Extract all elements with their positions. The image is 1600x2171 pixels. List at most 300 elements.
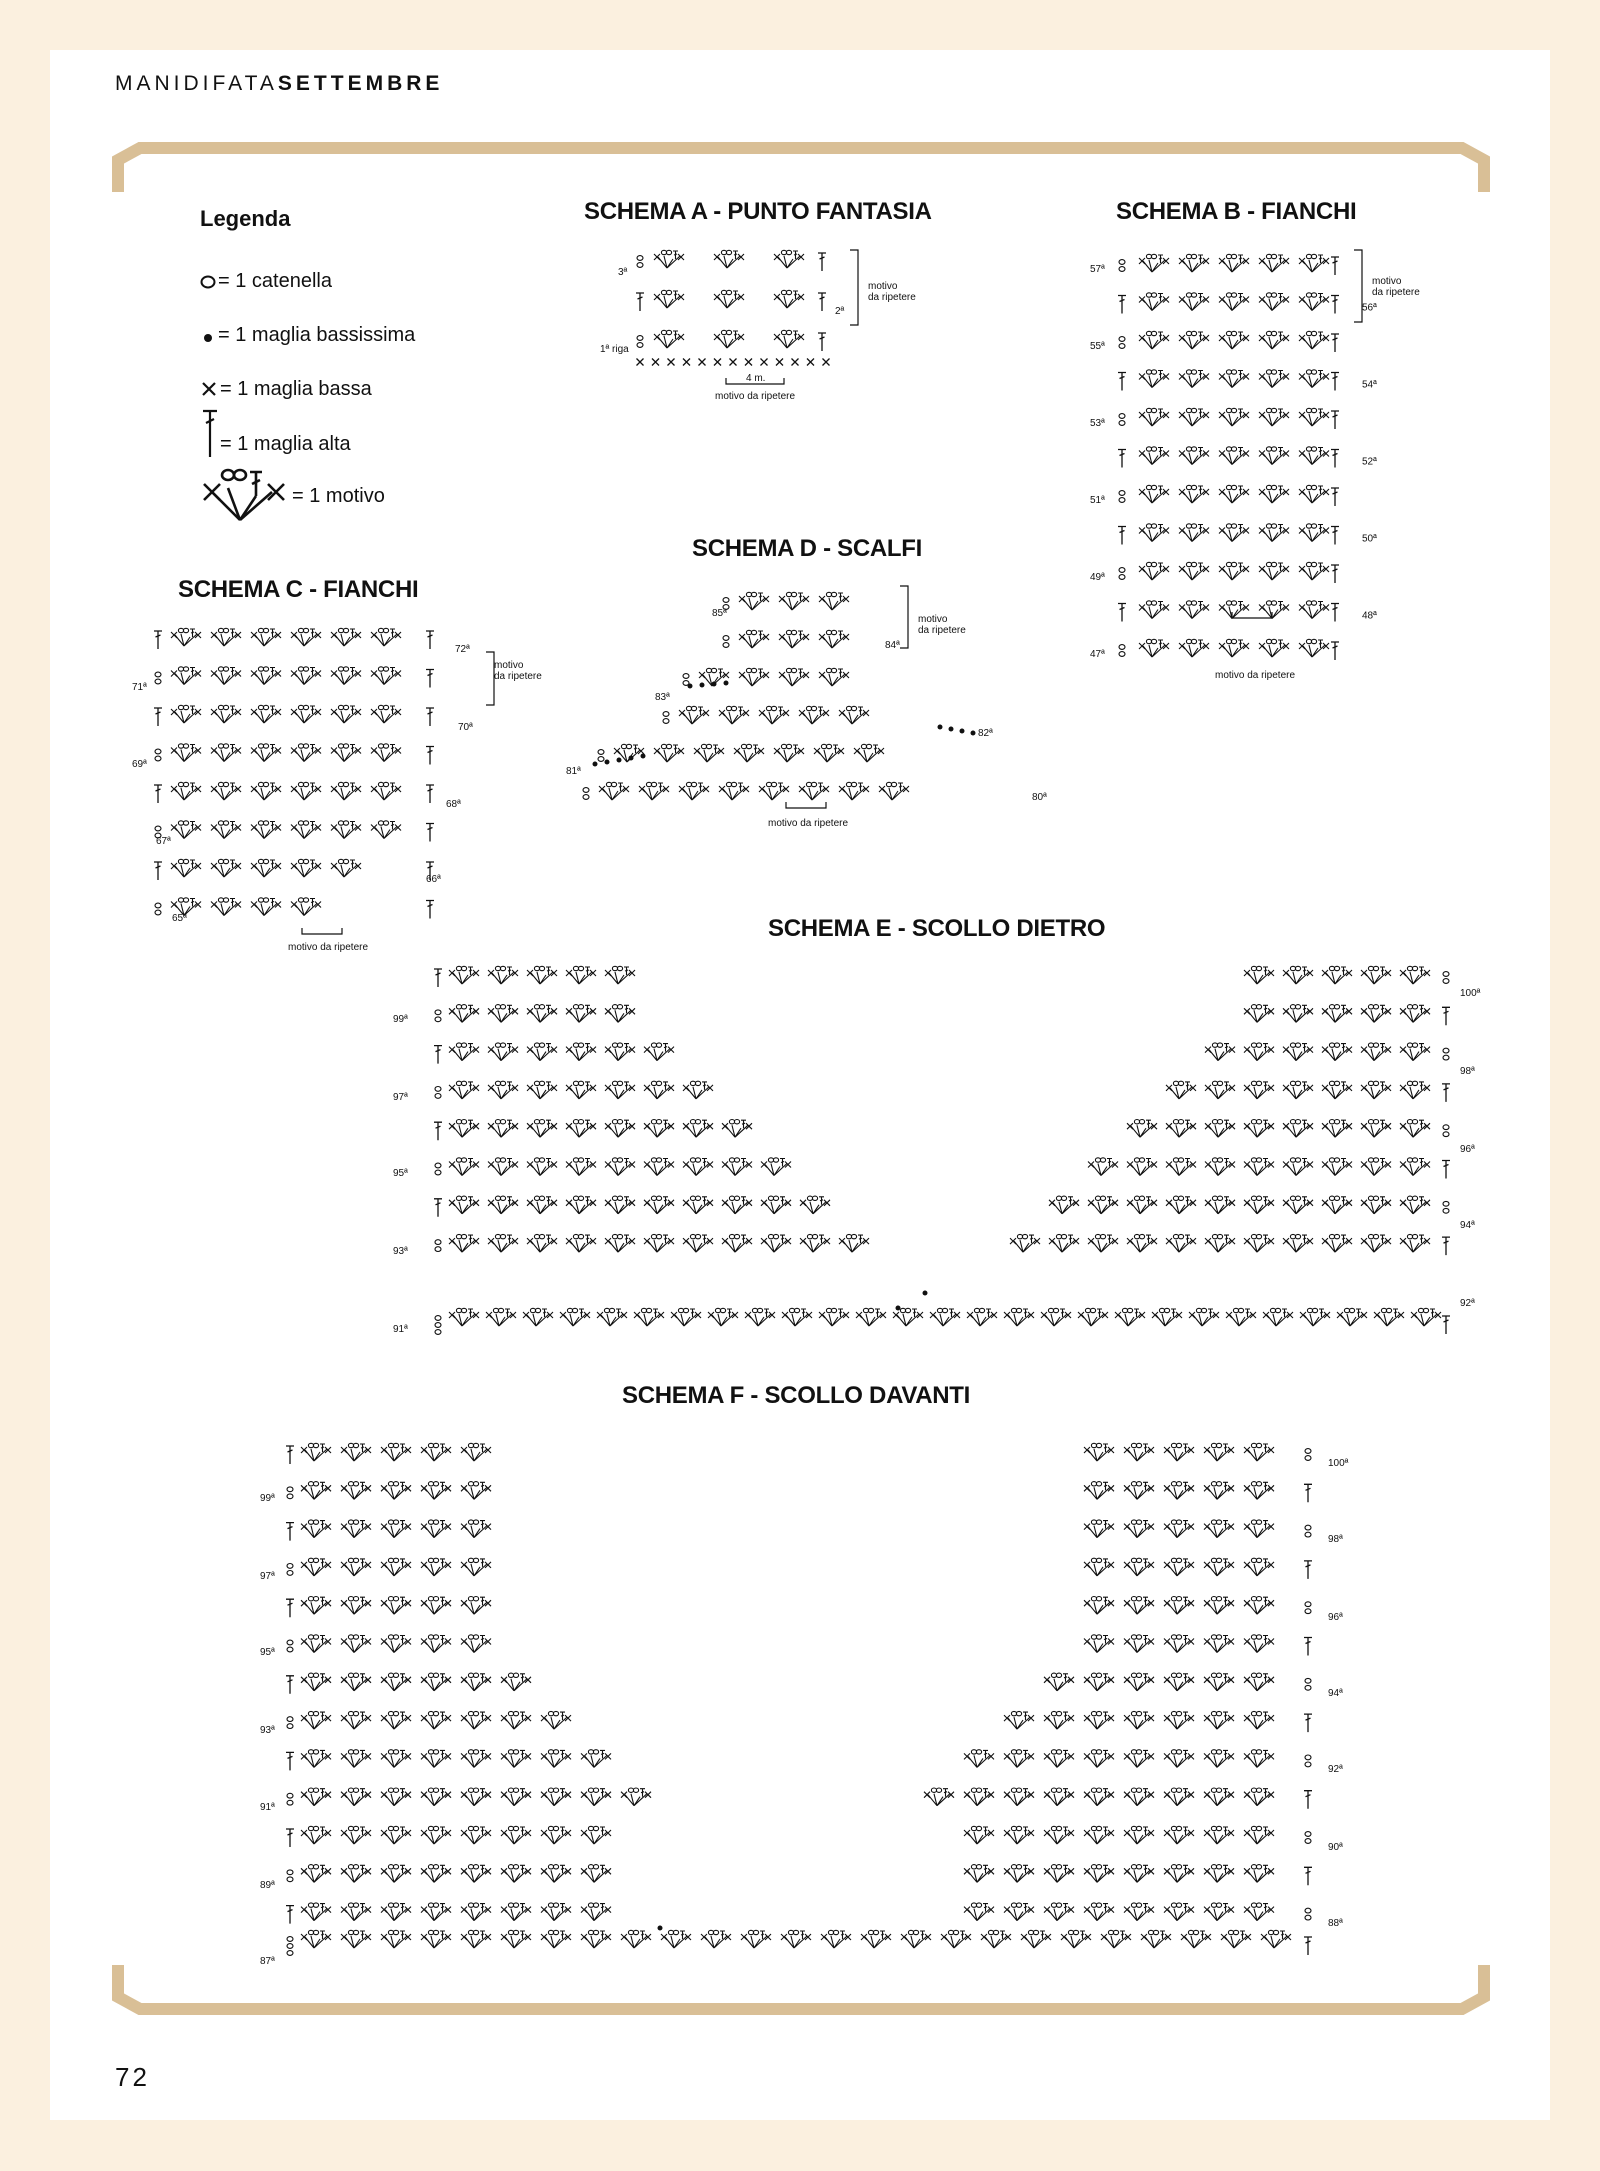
row-end xyxy=(1304,1714,1312,1732)
row-number: 2ª xyxy=(835,306,845,317)
row-number: 95ª xyxy=(260,1647,275,1658)
motif-stitch xyxy=(341,1930,371,1948)
motif-stitch xyxy=(839,1234,869,1252)
motif-stitch xyxy=(1244,1788,1274,1806)
motif-stitch xyxy=(1179,254,1209,272)
motif-stitch xyxy=(1205,1043,1235,1061)
row-number: 51ª xyxy=(1090,495,1105,506)
motif-stitch xyxy=(211,628,241,646)
motif-stitch xyxy=(1179,293,1209,311)
row-start xyxy=(155,903,161,915)
row-number: 67ª xyxy=(156,836,171,847)
motif-stitch xyxy=(714,290,744,308)
row-end xyxy=(1305,1832,1311,1844)
motif-stitch xyxy=(1127,1158,1157,1176)
motif-stitch xyxy=(1244,1826,1274,1844)
motif-stitch xyxy=(621,1930,651,1948)
motif-stitch xyxy=(301,1903,331,1921)
motif-stitch xyxy=(683,1081,713,1099)
row-start xyxy=(286,1752,294,1770)
motif-stitch xyxy=(301,1750,331,1768)
motif-stitch xyxy=(171,705,201,723)
motif-stitch xyxy=(381,1482,411,1500)
row-end xyxy=(1443,1125,1449,1137)
motif-stitch xyxy=(1244,1750,1274,1768)
motif-stitch xyxy=(381,1865,411,1883)
row-end xyxy=(1305,1602,1311,1614)
motif-stitch xyxy=(421,1750,451,1768)
motif-stitch xyxy=(301,1788,331,1806)
motif-stitch xyxy=(1004,1788,1034,1806)
motif-stitch xyxy=(211,667,241,685)
motif-stitch xyxy=(421,1930,451,1948)
motif-stitch xyxy=(171,628,201,646)
single-crochet xyxy=(714,359,721,366)
motif-stitch xyxy=(211,744,241,762)
motif-stitch xyxy=(1127,1120,1157,1138)
row-start xyxy=(287,1564,293,1576)
motif-stitch xyxy=(654,250,684,268)
motif-stitch xyxy=(449,966,479,984)
motif-stitch xyxy=(1205,1234,1235,1252)
motif-stitch xyxy=(1021,1930,1051,1948)
motif-stitch xyxy=(1259,408,1289,426)
motif-stitch xyxy=(1219,639,1249,657)
row-number: 1ª riga xyxy=(600,344,629,355)
motif-stitch xyxy=(461,1788,491,1806)
motif-stitch xyxy=(1115,1308,1145,1326)
motif-stitch xyxy=(861,1930,891,1948)
motif-stitch xyxy=(679,782,709,800)
row-number: 84ª xyxy=(885,640,900,651)
scheme-e-title: SCHEMA E - SCOLLO DIETRO xyxy=(768,915,1106,942)
motif-stitch xyxy=(1204,1750,1234,1768)
row-start xyxy=(1119,568,1125,580)
motif-stitch xyxy=(1259,254,1289,272)
motif-stitch xyxy=(541,1865,571,1883)
motif-stitch xyxy=(964,1750,994,1768)
motif-stitch xyxy=(671,1308,701,1326)
motif-stitch xyxy=(734,744,764,762)
single-crochet xyxy=(652,359,659,366)
slip-stitch-dot xyxy=(949,727,954,732)
motif-stitch xyxy=(1044,1865,1074,1883)
motif-stitch xyxy=(1244,966,1274,984)
brand-name: MANIDIFATA xyxy=(115,72,278,95)
row-number: 85ª xyxy=(712,608,727,619)
motif-stitch xyxy=(779,592,809,610)
row-start xyxy=(434,1046,442,1064)
double-crochet xyxy=(1331,296,1339,314)
row-end xyxy=(1443,972,1449,984)
motif-stitch xyxy=(1283,1234,1313,1252)
motif-stitch xyxy=(1299,639,1329,657)
motif-stitch xyxy=(964,1826,994,1844)
double-crochet xyxy=(426,824,434,842)
motif-stitch xyxy=(581,1903,611,1921)
motif-stitch xyxy=(421,1635,451,1653)
motif-stitch xyxy=(654,330,684,348)
motif-stitch xyxy=(644,1196,674,1214)
row-number: 49ª xyxy=(1090,572,1105,583)
row-start xyxy=(1119,414,1125,426)
motif-stitch xyxy=(722,1196,752,1214)
row-number: 99ª xyxy=(393,1014,408,1025)
motif-stitch xyxy=(1139,447,1169,465)
row-end xyxy=(1304,1638,1312,1656)
motif-stitch xyxy=(1226,1308,1256,1326)
motif-stitch xyxy=(1084,1597,1114,1615)
motif-stitch xyxy=(1124,1788,1154,1806)
motif-stitch xyxy=(381,1903,411,1921)
motif-stitch xyxy=(1259,331,1289,349)
motif-stitch xyxy=(341,1788,371,1806)
motif-stitch xyxy=(1084,1788,1114,1806)
bracket xyxy=(850,250,858,325)
row-number: 97ª xyxy=(260,1571,275,1582)
motif-stitch xyxy=(654,290,684,308)
motif-stitch xyxy=(1244,1903,1274,1921)
row-number: 87ª xyxy=(260,1956,275,1967)
motif-stitch xyxy=(1004,1711,1034,1729)
stitch-count-label: 4 m. xyxy=(746,373,766,384)
motif-stitch xyxy=(1044,1750,1074,1768)
motif-stitch xyxy=(1299,601,1329,619)
motif-stitch xyxy=(1004,1750,1034,1768)
motif-stitch xyxy=(1204,1482,1234,1500)
motif-stitch xyxy=(566,1081,596,1099)
row-number: 91ª xyxy=(393,1324,408,1335)
motif-stitch xyxy=(461,1635,491,1653)
motif-stitch xyxy=(1322,1234,1352,1252)
motif-stitch xyxy=(449,1196,479,1214)
motif-stitch xyxy=(1374,1308,1404,1326)
motif-stitch xyxy=(1244,1597,1274,1615)
motif-stitch xyxy=(461,1673,491,1691)
motif-stitch xyxy=(1204,1903,1234,1921)
motif-stitch xyxy=(1219,447,1249,465)
slip-stitch-dot xyxy=(688,684,693,689)
row-number: 53ª xyxy=(1090,418,1105,429)
motif-stitch xyxy=(1204,1597,1234,1615)
single-crochet xyxy=(761,359,768,366)
row-number: 55ª xyxy=(1090,341,1105,352)
motif-stitch xyxy=(581,1826,611,1844)
row-start xyxy=(683,674,689,686)
scheme-a-title: SCHEMA A - PUNTO FANTASIA xyxy=(584,198,932,225)
row-start xyxy=(435,1240,441,1252)
motif-stitch xyxy=(1124,1711,1154,1729)
motif-stitch xyxy=(1088,1234,1118,1252)
motif-stitch xyxy=(381,1826,411,1844)
row-number: 50ª xyxy=(1362,533,1377,545)
motif-stitch xyxy=(371,705,401,723)
motif-stitch xyxy=(331,667,361,685)
motif-stitch xyxy=(421,1826,451,1844)
motif-stitch xyxy=(291,859,321,877)
motif-stitch xyxy=(331,705,361,723)
row-number: 98ª xyxy=(1460,1066,1475,1077)
motif-stitch xyxy=(488,1081,518,1099)
motif-stitch xyxy=(782,1308,812,1326)
row-start xyxy=(286,1829,294,1847)
motif-stitch xyxy=(211,821,241,839)
row-number: 81ª xyxy=(566,766,581,777)
motif-stitch xyxy=(1361,1081,1391,1099)
row-end xyxy=(1304,1561,1312,1579)
motif-stitch xyxy=(1164,1443,1194,1461)
slip-stitch-dot xyxy=(617,758,622,763)
motif-stitch xyxy=(1127,1234,1157,1252)
slip-stitch-dot xyxy=(712,682,717,687)
chain-stitches xyxy=(637,336,643,348)
row-number: 52ª xyxy=(1362,456,1377,468)
motif-stitch xyxy=(566,1043,596,1061)
repeat-label: motivo da ripetere xyxy=(768,818,849,829)
motif-stitch xyxy=(1244,1005,1274,1023)
row-start xyxy=(287,1640,293,1652)
motif-stitch xyxy=(341,1711,371,1729)
motif-stitch xyxy=(1010,1234,1040,1252)
motif-stitch xyxy=(331,628,361,646)
motif-stitch xyxy=(371,744,401,762)
motif-stitch xyxy=(774,744,804,762)
motif-stitch xyxy=(1004,1865,1034,1883)
motif-stitch xyxy=(341,1673,371,1691)
motif-stitch xyxy=(781,1930,811,1948)
motif-stitch xyxy=(171,744,201,762)
motif-stitch xyxy=(739,630,769,648)
motif-stitch xyxy=(1400,1234,1430,1252)
motif-stitch xyxy=(1361,1005,1391,1023)
motif-stitch xyxy=(722,1158,752,1176)
motif-stitch xyxy=(964,1788,994,1806)
motif-stitch xyxy=(1300,1308,1330,1326)
motif-stitch xyxy=(1205,1081,1235,1099)
motif-stitch xyxy=(779,630,809,648)
double-crochet xyxy=(818,333,826,351)
motif-stitch xyxy=(774,290,804,308)
motif-stitch xyxy=(1322,1158,1352,1176)
motif-stitch xyxy=(461,1482,491,1500)
row-number: 98ª xyxy=(1328,1534,1343,1545)
row-start xyxy=(1118,450,1126,468)
motif-stitch xyxy=(501,1826,531,1844)
motif-stitch xyxy=(381,1635,411,1653)
motif-stitch xyxy=(501,1750,531,1768)
row-start xyxy=(286,1523,294,1541)
motif-stitch xyxy=(1179,408,1209,426)
motif-stitch xyxy=(1084,1520,1114,1538)
motif-stitch xyxy=(1244,1520,1274,1538)
motif-stitch xyxy=(599,782,629,800)
motif-stitch xyxy=(1124,1597,1154,1615)
motif-stitch xyxy=(341,1558,371,1576)
motif-stitch xyxy=(644,1158,674,1176)
motif-stitch xyxy=(644,1043,674,1061)
motif-stitch xyxy=(301,1635,331,1653)
motif-stitch xyxy=(461,1865,491,1883)
motif-stitch xyxy=(1124,1750,1154,1768)
slip-stitch-dot xyxy=(641,754,646,759)
motif-stitch xyxy=(1244,1443,1274,1461)
motif-stitch xyxy=(527,1081,557,1099)
motif-stitch xyxy=(708,1308,738,1326)
row-start xyxy=(1119,491,1125,503)
slip-stitch-dot xyxy=(700,683,705,688)
motif-stitch xyxy=(1164,1635,1194,1653)
slip-stitch-dot xyxy=(629,756,634,761)
motif-stitch xyxy=(1044,1826,1074,1844)
motif-stitch xyxy=(1139,254,1169,272)
motif-stitch xyxy=(941,1930,971,1948)
motif-stitch xyxy=(774,250,804,268)
bracket xyxy=(900,586,908,648)
motif-stitch xyxy=(1164,1558,1194,1576)
row-end xyxy=(1305,1908,1311,1920)
motif-stitch xyxy=(449,1158,479,1176)
scheme-c-title: SCHEMA C - FIANCHI xyxy=(178,576,419,603)
row-start xyxy=(434,1122,442,1140)
motif-stitch xyxy=(566,1234,596,1252)
motif-stitch xyxy=(541,1930,571,1948)
motif-stitch xyxy=(461,1903,491,1921)
motif-stitch xyxy=(1263,1308,1293,1326)
motif-stitch xyxy=(488,1043,518,1061)
row-end xyxy=(1304,1484,1312,1502)
motif-stitch xyxy=(1139,562,1169,580)
motif-stitch xyxy=(1049,1196,1079,1214)
motif-stitch xyxy=(1299,562,1329,580)
motif-stitch xyxy=(621,1788,651,1806)
row-start xyxy=(1118,373,1126,391)
motif-stitch xyxy=(1244,1482,1274,1500)
motif-stitch xyxy=(1084,1443,1114,1461)
row-number: 56ª xyxy=(1362,302,1377,314)
motif-stitch xyxy=(1179,331,1209,349)
motif-stitch xyxy=(1299,293,1329,311)
motif-stitch xyxy=(171,667,201,685)
single-crochet xyxy=(792,359,799,366)
row-number: 69ª xyxy=(132,759,147,770)
motif-stitch xyxy=(741,1930,771,1948)
row-number: 100ª xyxy=(1328,1458,1349,1469)
slip-stitch-dot xyxy=(593,762,598,767)
motif-stitch xyxy=(1219,562,1249,580)
motif-stitch xyxy=(1259,639,1289,657)
motif-stitch xyxy=(1078,1308,1108,1326)
double-crochet xyxy=(426,670,434,688)
motif-stitch xyxy=(1164,1597,1194,1615)
motif-stitch xyxy=(301,1865,331,1883)
motif-stitch xyxy=(1219,601,1249,619)
double-crochet xyxy=(426,631,434,649)
row-end xyxy=(1305,1449,1311,1461)
motif-stitch xyxy=(759,706,789,724)
motif-stitch xyxy=(1204,1711,1234,1729)
motif-stitch xyxy=(759,782,789,800)
motif-stitch xyxy=(421,1903,451,1921)
repeat-label: motivo da ripetere xyxy=(288,942,369,953)
row-end xyxy=(1304,1867,1312,1885)
repeat-label: motivo da ripetere xyxy=(918,614,966,636)
motif-stitch xyxy=(461,1711,491,1729)
motif-stitch xyxy=(1088,1196,1118,1214)
slip-stitch-dot xyxy=(658,1926,663,1931)
motif-stitch xyxy=(1084,1673,1114,1691)
motif-stitch xyxy=(1244,1865,1274,1883)
motif-stitch xyxy=(1219,524,1249,542)
row-start xyxy=(154,708,162,726)
motif-stitch xyxy=(301,1520,331,1538)
row-start xyxy=(435,1163,441,1175)
motif-stitch xyxy=(1139,331,1169,349)
motif-stitch xyxy=(421,1865,451,1883)
motif-stitch xyxy=(800,1234,830,1252)
motif-stitch xyxy=(1204,1520,1234,1538)
row-start xyxy=(1119,260,1125,272)
motif-stitch xyxy=(381,1930,411,1948)
row-end xyxy=(1443,1201,1449,1213)
row-start xyxy=(723,636,729,648)
repeat-label: motivo da ripetere xyxy=(1372,276,1420,298)
motif-stitch xyxy=(301,1930,331,1948)
motif-stitch xyxy=(1259,524,1289,542)
motif-stitch xyxy=(1259,447,1289,465)
row-start xyxy=(583,788,589,800)
motif-stitch xyxy=(341,1903,371,1921)
motif-stitch xyxy=(301,1826,331,1844)
motif-stitch xyxy=(1299,485,1329,503)
motif-stitch xyxy=(1124,1558,1154,1576)
motif-stitch xyxy=(981,1930,1011,1948)
row-end xyxy=(1304,1937,1312,1955)
motif-stitch xyxy=(1322,1005,1352,1023)
motif-stitch xyxy=(566,1158,596,1176)
motif-stitch xyxy=(1299,331,1329,349)
motif-stitch xyxy=(1139,408,1169,426)
row-number: 93ª xyxy=(260,1725,275,1736)
motif-stitch xyxy=(371,667,401,685)
motif-stitch xyxy=(488,1234,518,1252)
single-crochet xyxy=(637,359,644,366)
row-start xyxy=(435,1010,441,1022)
motif-stitch xyxy=(251,782,281,800)
motif-stitch xyxy=(1204,1826,1234,1844)
bracket xyxy=(302,928,342,934)
motif-stitch xyxy=(566,1120,596,1138)
motif-stitch xyxy=(331,782,361,800)
motif-stitch xyxy=(581,1930,611,1948)
motif-stitch xyxy=(527,1158,557,1176)
row-start xyxy=(286,1906,294,1924)
motif-stitch xyxy=(251,744,281,762)
row-number: 57ª xyxy=(1090,264,1105,275)
motif-stitch xyxy=(739,592,769,610)
motif-stitch xyxy=(1088,1158,1118,1176)
row-end xyxy=(1442,1316,1450,1334)
motif-stitch xyxy=(1189,1308,1219,1326)
motif-stitch xyxy=(1152,1308,1182,1326)
motif-stitch xyxy=(301,1597,331,1615)
row-start xyxy=(434,1199,442,1217)
double-crochet xyxy=(1331,257,1339,275)
motif-stitch xyxy=(461,1520,491,1538)
motif-stitch xyxy=(581,1865,611,1883)
motif-stitch xyxy=(1141,1930,1171,1948)
motif-stitch xyxy=(291,667,321,685)
row-start xyxy=(154,631,162,649)
